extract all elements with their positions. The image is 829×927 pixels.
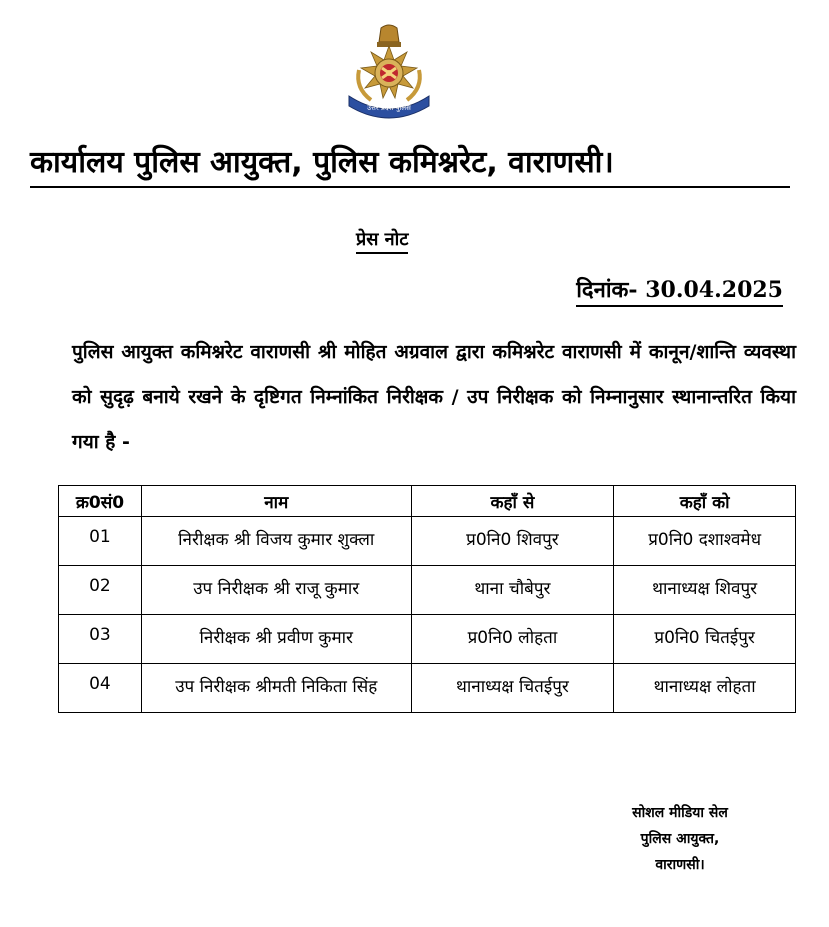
cell-from: थाना चौबेपुर <box>411 566 614 615</box>
cell-name: निरीक्षक श्री विजय कुमार शुक्ला <box>141 517 411 566</box>
column-header-from: कहाँ से <box>411 486 614 517</box>
cell-to: प्र0नि0 चितईपुर <box>614 615 796 664</box>
cell-name: उप निरीक्षक श्री राजू कुमार <box>141 566 411 615</box>
page-title: कार्यालय पुलिस आयुक्त, पुलिस कमिश्नरेट, वाराणसी। <box>30 143 790 188</box>
cell-name: उप निरीक्षक श्रीमती निकिता सिंह <box>141 664 411 713</box>
column-header-name: नाम <box>141 486 411 517</box>
transfer-table <box>58 485 796 713</box>
cell-serial: 03 <box>59 615 142 664</box>
press-note-body: पुलिस आयुक्त कमिश्नरेट वाराणसी श्री मोहित अग्रवाल द्वारा कमिश्नरेट वाराणसी में कानून/शान्ति व्यवस्था को सुदृढ़ बनाये रखने के दृष्टिगत निम्नांकित निरीक्षक / उप निरीक्षक को निम्नानुसार स्थानान्तरित किया गया है - <box>72 341 796 453</box>
press-note-heading: प्रेस नोट <box>356 228 408 254</box>
cell-name: निरीक्षक श्री प्रवीण कुमार <box>141 615 411 664</box>
table-row <box>59 615 796 664</box>
cell-serial: 04 <box>59 664 142 713</box>
column-header-serial: क्र0सं0 <box>59 486 142 517</box>
cell-from: थानाध्यक्ष चितईपुर <box>411 664 614 713</box>
column-header-to: कहाँ को <box>614 486 796 517</box>
table-row <box>59 566 796 615</box>
cell-serial: 02 <box>59 566 142 615</box>
signature-line-2: पुलिस आयुक्त, <box>640 831 720 847</box>
emblem-motto: उत्तर प्रदेश पुलिस <box>367 104 411 112</box>
table-row <box>59 517 796 566</box>
document-date: दिनांक- 30.04.2025 <box>576 275 783 307</box>
table-header-row <box>59 486 796 517</box>
signature-line-1: सोशल मीडिया सेल <box>632 805 728 821</box>
cell-from: प्र0नि0 लोहता <box>411 615 614 664</box>
cell-to: थानाध्यक्ष शिवपुर <box>614 566 796 615</box>
signature-block <box>585 800 775 878</box>
cell-serial: 01 <box>59 517 142 566</box>
up-police-emblem-icon <box>345 22 433 122</box>
cell-to: थानाध्यक्ष लोहता <box>614 664 796 713</box>
signature-line-3: वाराणसी। <box>655 857 705 873</box>
table-row <box>59 664 796 713</box>
cell-to: प्र0नि0 दशाश्वमेध <box>614 517 796 566</box>
cell-from: प्र0नि0 शिवपुर <box>411 517 614 566</box>
